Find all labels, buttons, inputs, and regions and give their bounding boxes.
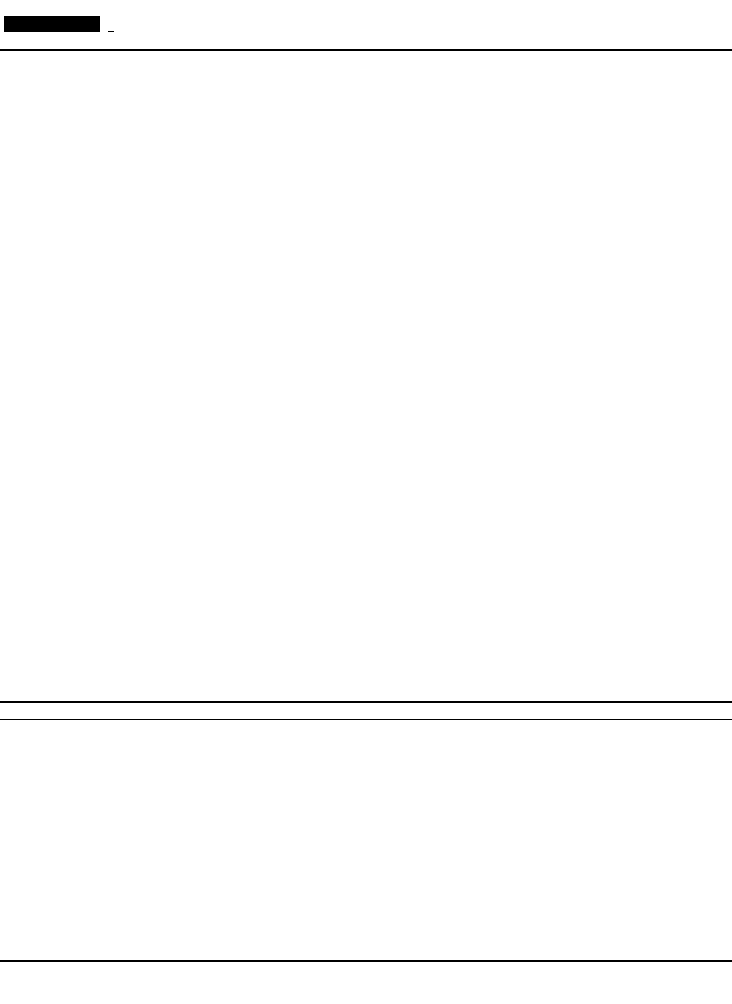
part2-header [0,701,732,720]
schedule-title [108,16,114,32]
part1-header [0,34,732,51]
schedule-i-badge [4,16,100,32]
bottom-rule [0,960,732,962]
